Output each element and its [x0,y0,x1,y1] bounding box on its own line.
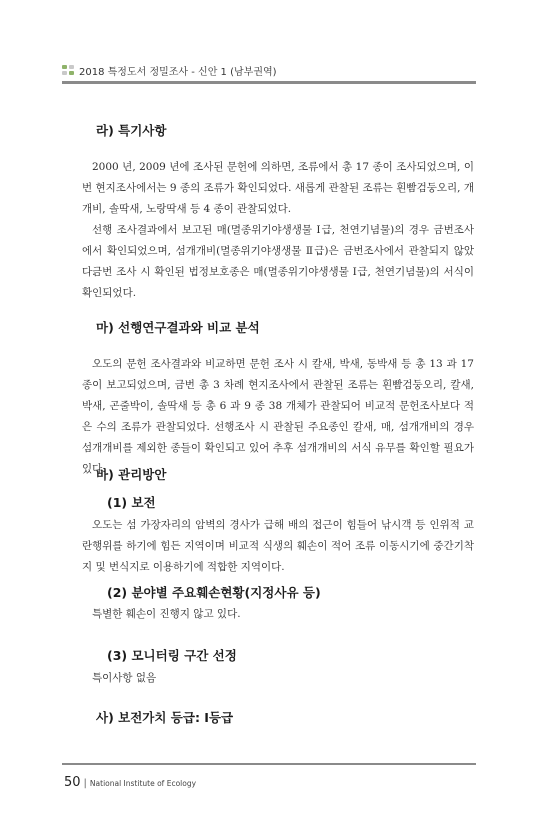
footer-separator: | [83,778,87,789]
paragraph-ra-1: 2000 년, 2009 년에 조사된 문헌에 의하면, 조류에서 총 17 종이 조사되었으며, 이번 현지조사에서는 9 종의 조류가 확인되었다. 새롭게 관찰된 조류는 흰빰검둥오리, 개개비, 솔딱새, 노랑딱새 등 4 종이 관찰되었다. [82,161,474,215]
paragraph-damage-status: 특별한 훼손이 진행지 않고 있다. [92,608,241,620]
page-number: 50 [64,775,81,790]
paragraph-ra-2: 선행 조사결과에서 보고된 매(멸종위기야생생물 Ⅰ급, 천연기념물)의 경우 금번조사에서 확인되었으며, 섬개개비(멸종위기야생생물 Ⅱ급)은 금번조사에서 관찰되지 않았다. [82,224,474,278]
paragraph-conservation: 오도는 섬 가장자리의 암벽의 경사가 급해 배의 접근이 힘들어 낚시객 등 인위적 교란행위를 하기에 힘든 지역이며 비교적 식생의 훼손이 적어 조류 이동시기에 중간기착지 및 번식지로 이용하기에 적합한 지역이다. [82,519,474,573]
section-heading-sa: 사) 보전가치 등급: Ⅰ등급 [96,710,234,725]
paragraph-ma-1: 오도의 문헌 조사결과와 비교하면 문헌 조사 시 칼새, 박새, 동박새 등 총 13 과 17 종이 보고되었으며, 금번 총 3 차례 현지조사에서 관찰된 조류는 흰빰검둥오리, 칼새, 박새, 곤줄박이, 솔딱새 등 총 6 과 9 종 38 개체가 관찰되어 비교적 문헌조사보다 적은 수의 조류가 관찰되었다. 선행조사 시 관찰된 주요종인 칼새, 매, 섬개개비의 경우 섬개개비를 제외한 종들이 확인되고 있어 추후 섬개개비의 서식 유무를 확인할 필요가 있다. [82,358,474,475]
page-footer [64,771,196,790]
section-heading-ra: 라) 특기사항 [96,123,167,138]
subsection-heading-monitoring: (3) 모니터링 구간 선정 [107,648,237,663]
subsection-heading-damage-status: (2) 분야별 주요훼손현황(지정사유 등) [107,585,321,600]
footer-divider [62,763,476,765]
paragraph-monitoring: 특이사항 없음 [92,672,157,684]
header-logo-icon [62,65,76,75]
subsection-heading-conservation: (1) 보전 [107,495,156,510]
running-header [62,60,476,80]
footer-organization: National Institute of Ecology [89,779,197,788]
header-divider [62,81,476,84]
section-heading-ba: 바) 관리방안 [96,467,167,482]
paragraph-ra-3: 금번 조사 시 확인된 법정보호종은 매(멸종위기야생생물 Ⅰ급, 천연기념물)의 서식이 확인되었다. [82,266,474,299]
section-heading-ma: 마) 선행연구결과와 비교 분석 [96,320,260,335]
header-title: 2018 특정도서 정밀조사 - 신안 1 (남부권역) [79,67,277,78]
